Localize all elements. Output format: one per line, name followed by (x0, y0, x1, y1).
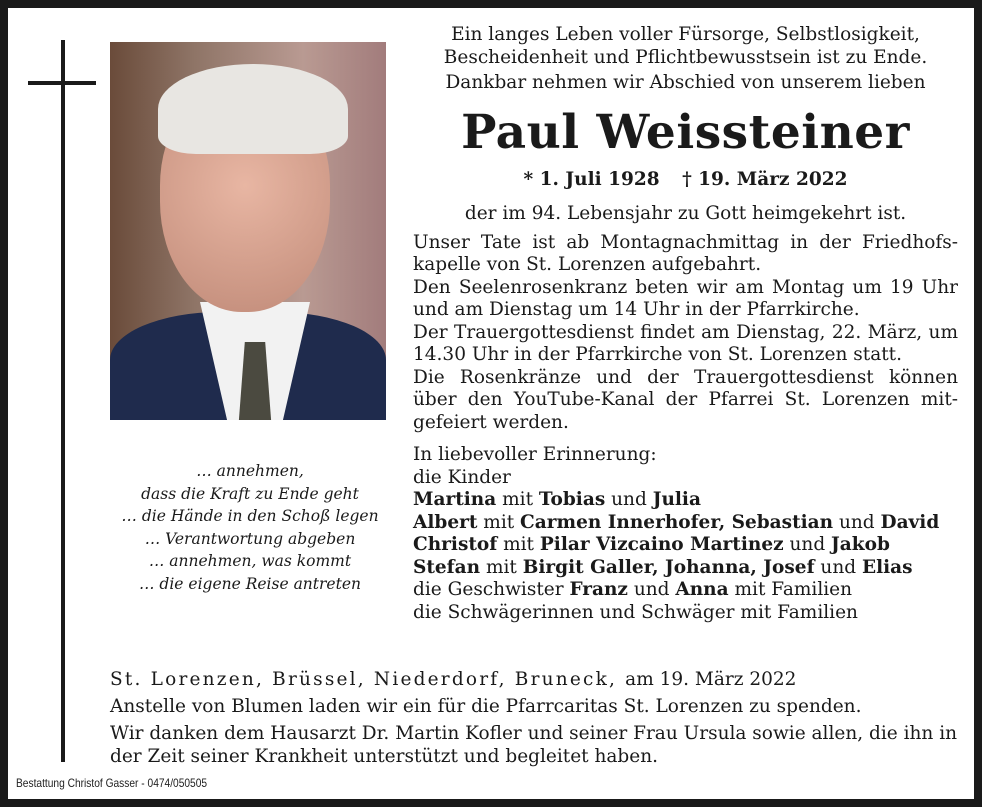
poem-line: … annehmen, (196, 462, 304, 480)
intro-line: Dankbar nehmen wir Abschied von unserem lieben (445, 72, 926, 93)
family-member-name: Christof (413, 534, 498, 555)
closing (110, 668, 960, 772)
announcement (413, 232, 958, 435)
family-line (413, 579, 958, 602)
intro-line: Bescheidenheit und Pflichtbewusstsein ist zu Ende. (443, 46, 928, 68)
family-member-name: Franz (569, 579, 628, 600)
family-text: mit (496, 489, 539, 510)
death-date: † 19. März 2022 (682, 168, 848, 190)
funeral-home-footer: Bestattung Christof Gasser - 0474/050505 (16, 776, 208, 790)
thanks-note: Wir danken dem Hausarzt Dr. Martin Kofler und seiner Frau Ursula sowie allen, die ihn in der Zeit seiner Krankheit unterstützt und begleitet haben. (110, 723, 958, 767)
children-label: die Kinder (413, 466, 511, 488)
poem-line: … die eigene Reise antreten (139, 574, 361, 593)
family-text: die Schwägerinnen und Schwäger mit Familien (413, 601, 858, 623)
poem-line: dass die Kraft zu Ende geht (141, 484, 359, 503)
family-text: mit (497, 534, 540, 555)
family-text: und (814, 556, 862, 578)
poem-line: … annehmen, was kommt (148, 552, 352, 570)
family-line (413, 489, 958, 512)
family-member-name: Carmen Innerhofer, Sebastian (520, 511, 834, 533)
poem (100, 460, 400, 595)
family-text: und (833, 511, 881, 533)
family-member-name: Jakob (831, 534, 890, 555)
family-member-name: Julia (652, 489, 701, 510)
family-member-name: Elias (861, 556, 913, 578)
paragraph: Den Seelenrosenkranz beten wir am Montag um 19 Uhr und am Dienstag um 14 Uhr in der Pfarrkirche. (413, 276, 958, 320)
family-text: mit (480, 556, 523, 578)
portrait-photo (110, 42, 386, 420)
closing-date: am 19. März 2022 (625, 669, 797, 690)
family-line (413, 534, 958, 557)
deceased-name: Paul Weissteiner (461, 104, 910, 160)
family-member-name: Stefan (413, 556, 481, 578)
main-text (413, 24, 958, 624)
family-member-name: Birgit Galler, Johanna, Josef (522, 556, 815, 578)
paragraph: Der Trauergottesdienst findet am Dienstag, 22. März, um 14.30 Uhr in der Pfarrkirche von St. Lorenzen statt. (413, 321, 958, 365)
family-line (413, 602, 958, 625)
family-line (413, 512, 958, 535)
poem-line: … die Hände in den Schoß legen (121, 507, 379, 525)
places: St. Lorenzen, Brüssel, Niederdorf, Bruneck, (110, 669, 618, 690)
family-line (413, 557, 958, 580)
obituary-page (8, 8, 974, 799)
family-member-name: David (880, 511, 940, 533)
family-text: und (783, 534, 832, 555)
birth-date: * 1. Juli 1928 (523, 168, 660, 190)
dates (413, 169, 958, 192)
age-line: der im 94. Lebensjahr zu Gott heimgekehrt ist. (464, 203, 907, 224)
paragraph: Die Rosenkränze und der Trauergottesdienst können über den YouTube-Kanal der Pfarrei St. Lorenzen mit-gefeiert werden. (413, 366, 958, 433)
family-text: und (605, 489, 653, 510)
flowers-note: Anstelle von Blumen laden wir ein für die Pfarrcaritas St. Lorenzen zu spenden. (110, 696, 862, 717)
family-member-name: Anna (675, 579, 729, 600)
family-member-name: Martina (413, 489, 497, 510)
family-member-name: Pilar Vizcaino Martinez (539, 534, 784, 555)
family-list (413, 444, 958, 624)
family-text: mit (477, 511, 521, 533)
intro-line: Ein langes Leben voller Fürsorge, Selbstlosigkeit, (451, 24, 920, 45)
intro (413, 24, 958, 95)
family-heading: In liebevoller Erinnerung: (413, 444, 657, 465)
poem-line: … Verantwortung abgeben (144, 529, 356, 548)
family-text: und (627, 579, 676, 600)
family-text: mit Familien (728, 579, 853, 600)
family-text: die Geschwister (413, 579, 570, 600)
family-member-name: Tobias (538, 489, 606, 510)
cross-icon (61, 40, 65, 762)
paragraph: Unser Tate ist ab Montagnachmittag in der Friedhofs-kapelle von St. Lorenzen aufgebahrt. (413, 231, 958, 275)
cross-icon-bar (28, 81, 96, 85)
family-member-name: Albert (413, 511, 478, 533)
